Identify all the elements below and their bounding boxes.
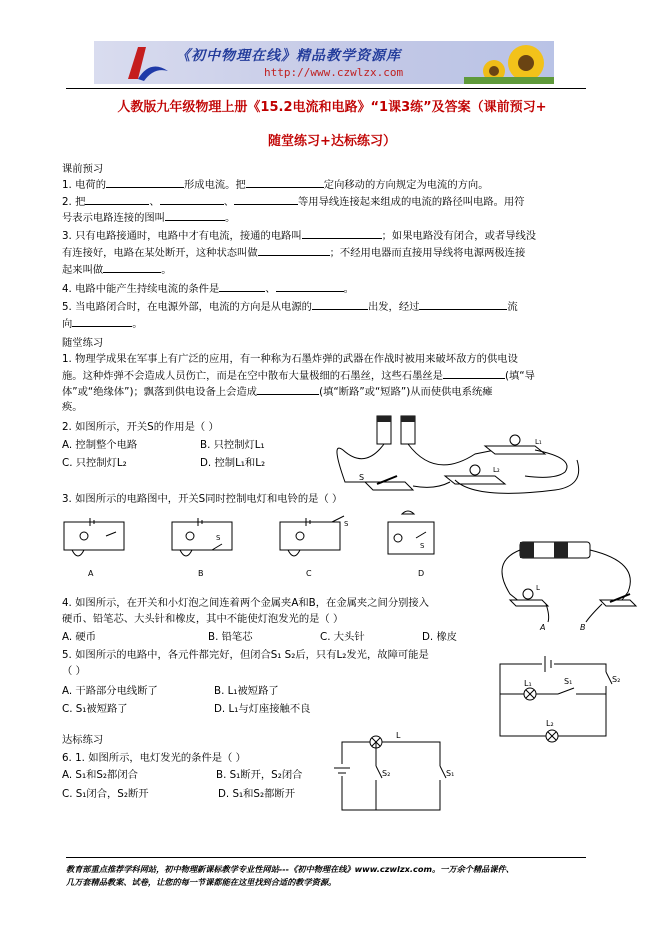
- practice-q1-line3: 体”或“绝缘体”)；飘落到供电设备上会造成 (填“断路”或“短路”)从而使供电系统瘫: [62, 386, 493, 398]
- svg-text:S: S: [359, 473, 365, 482]
- preview-q2: 2. 把 、 、 等用导线连接起来组成的电流的路径叫电路。用符: [62, 196, 525, 208]
- svg-text:S₁: S₁: [446, 769, 455, 778]
- practice-q4-option-b: B. 铅笔芯: [208, 631, 253, 643]
- preview-q1: 1. 电荷的 形成电流。把 定向移动的方向规定为电流的方向。: [62, 179, 489, 191]
- svg-text:L₁: L₁: [535, 438, 542, 446]
- svg-text:L₂: L₂: [546, 719, 554, 728]
- target-q6-option-a: A. S₁和S₂都闭合: [62, 769, 138, 781]
- preview-q5-cont: 向 。: [62, 318, 143, 330]
- q4-circuit-figure: [490, 532, 650, 637]
- q3-diagram-a: [64, 518, 124, 578]
- title-line-1: 人教版九年级物理上册《15.2电流和电路》“1课3练”及答案（课前预习+: [117, 100, 547, 115]
- practice-q2-option-d: D. 控制L₁和L₂: [200, 457, 266, 469]
- section-heading-preview: 课前预习: [62, 163, 104, 175]
- practice-q5-option-b: B. L₁被短路了: [214, 685, 279, 697]
- practice-q1-line1: 1. 物理学成果在军事上有广泛的应用，有一种称为石墨炸弹的武器在作战时被用来破坏敌方的供电设: [62, 353, 518, 365]
- practice-q1-line4: 痪。: [62, 401, 83, 413]
- svg-text:L₂: L₂: [493, 466, 500, 474]
- practice-q1-line2: 施。这种炸弹不会造成人员伤亡，而是在空中散布大量极细的石墨丝，这些石墨丝是 (填“导: [62, 370, 535, 382]
- q3-diagram-b: [172, 518, 232, 578]
- document-title: [62, 95, 602, 155]
- banner-title: 《初中物理在线》精品教学资源库: [176, 48, 401, 64]
- site-logo-icon: [116, 41, 176, 84]
- practice-q2-option-a: A. 控制整个电路: [62, 439, 138, 451]
- practice-q3: 3. 如图所示的电路图中，开关S同时控制电灯和电铃的是（ ）: [62, 493, 343, 505]
- practice-q4-line2: 硬币、铅笔芯、大头针和橡皮，其中不能使灯泡发光的是（ ）: [62, 613, 344, 625]
- practice-q4-option-c: C. 大头针: [320, 631, 365, 643]
- preview-q5: 5. 当电路闭合时，在电源外部，电流的方向是从电源的 出发，经过 流: [62, 301, 518, 313]
- preview-q3-end: 起来叫做 。: [62, 264, 172, 276]
- practice-q5-option-a: A. 干路部分电线断了: [62, 685, 158, 697]
- svg-text:L₁: L₁: [524, 679, 532, 688]
- svg-text:B: B: [580, 623, 586, 632]
- target-q6-option-b: B. S₁断开，S₂闭合: [216, 769, 303, 781]
- practice-q4-line1: 4. 如图所示，在开关和小灯泡之间连着两个金属夹A和B，在金属夹之间分别接入: [62, 597, 430, 609]
- preview-q2-cont: 号表示电路连接的图叫 。: [62, 212, 236, 224]
- svg-text:S₁: S₁: [564, 677, 573, 686]
- section-heading-target: 达标练习: [62, 734, 104, 746]
- svg-text:A: A: [540, 623, 546, 632]
- q3-diagram-d: [388, 511, 434, 578]
- title-line-2: 随堂练习+达标练习）: [268, 134, 396, 149]
- preview-q4: 4. 电路中能产生持续电流的条件是 、 。: [62, 283, 354, 295]
- practice-q2-option-c: C. 只控制灯L₂: [62, 457, 127, 469]
- q6-circuit-diagram: [330, 728, 460, 818]
- practice-q4-option-d: D. 橡皮: [422, 631, 458, 643]
- footer-text: [66, 863, 606, 889]
- banner-url: http://www.czwlzx.com: [264, 66, 404, 79]
- svg-text:L: L: [396, 731, 401, 740]
- svg-text:S: S: [344, 520, 349, 528]
- svg-text:C: C: [306, 569, 312, 578]
- practice-q4-option-a: A. 硬币: [62, 631, 97, 643]
- target-q6-option-d: D. S₁和S₂都断开: [218, 788, 295, 800]
- footer-line-2: 几万套精品教案、试卷，让您的每一节课都能在这里找到合适的教学资源。: [66, 877, 337, 887]
- svg-text:D: D: [418, 569, 425, 578]
- practice-q5-option-c: C. S₁被短路了: [62, 703, 128, 715]
- svg-text:S₂: S₂: [382, 769, 391, 778]
- svg-text:S: S: [216, 534, 221, 542]
- target-q6-option-c: C. S₁闭合，S₂断开: [62, 788, 149, 800]
- header-rule: [66, 88, 586, 89]
- practice-q2-option-b: B. 只控制灯L₁: [200, 439, 265, 451]
- preview-q3-cont: 有连接好，电路在某处断开，这种状态叫做 ；不经用电器而直接用导线将电源两极连接: [62, 247, 526, 259]
- footer-line-1: 教育部重点推荐学科网站，初中物理新课标教学专业性网站---《初中物理在线》www.czwlzx.com。一万余个精品课件、: [66, 864, 514, 874]
- q2-circuit-figure: [325, 410, 595, 502]
- preview-q3: 3. 只有电路接通时，电路中才有电流，接通的电路叫 ；如果电路没有闭合，或者导线没: [62, 230, 537, 242]
- q5-circuit-diagram: [490, 650, 640, 745]
- svg-text:S₂: S₂: [612, 675, 621, 684]
- section-heading-practice: 随堂练习: [62, 337, 104, 349]
- footer-rule: [66, 857, 586, 858]
- practice-q2: 2. 如图所示，开关S的作用是（ ）: [62, 421, 219, 433]
- svg-text:B: B: [198, 569, 204, 578]
- svg-text:L: L: [536, 584, 540, 592]
- site-banner: [94, 41, 554, 84]
- practice-q5-line1: 5. 如图所示的电路中，各元件都完好，但闭合S₁ S₂后，只有L₂发光，故障可能是: [62, 649, 429, 661]
- sunflower-image: [464, 41, 554, 84]
- svg-text:A: A: [88, 569, 94, 578]
- practice-q5-line2: （ ）: [62, 665, 86, 677]
- q3-diagram-c: [280, 516, 349, 578]
- practice-q5-option-d: D. L₁与灯座接触不良: [214, 703, 311, 715]
- target-q6: 6. 1. 如图所示，电灯发光的条件是（ ）: [62, 752, 246, 764]
- q3-circuit-diagrams: [62, 510, 442, 582]
- svg-text:S: S: [420, 542, 425, 550]
